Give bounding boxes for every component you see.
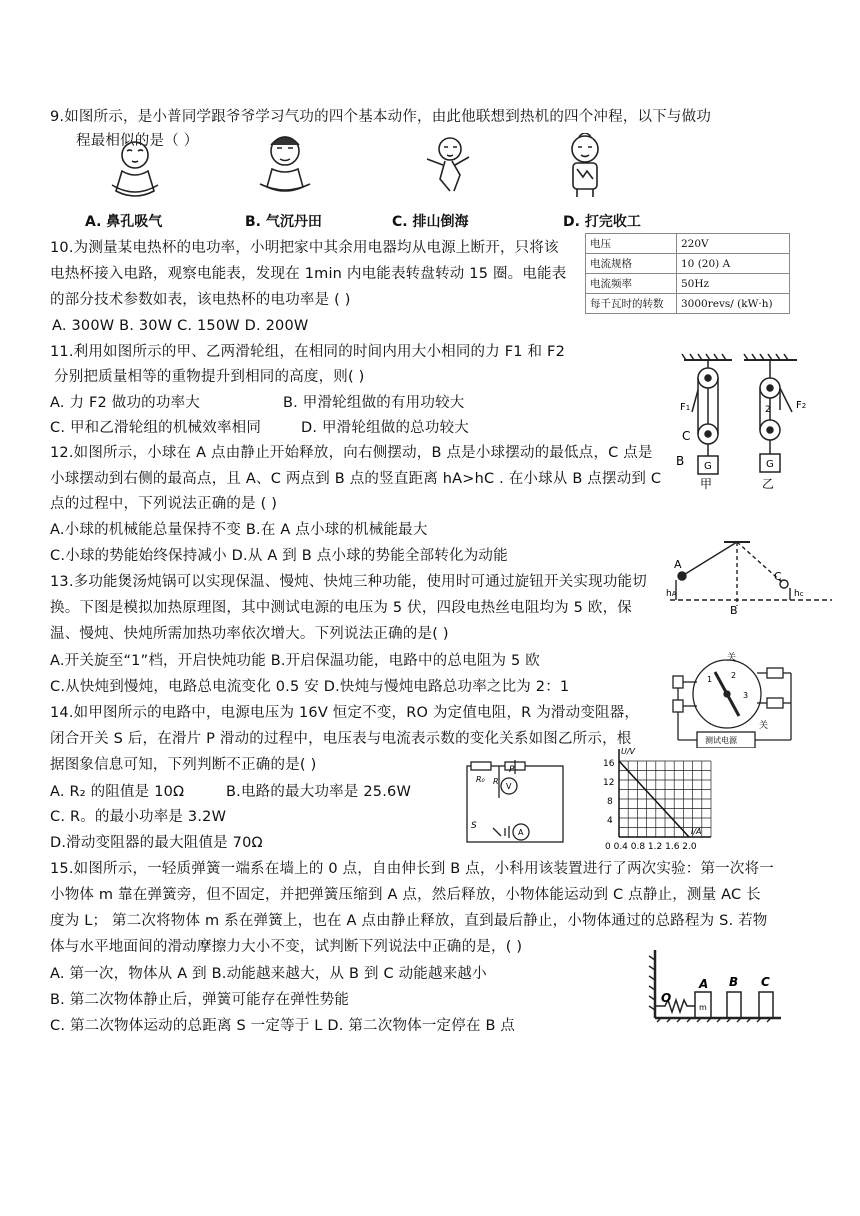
point-b-label: B <box>729 975 739 989</box>
q14-option-d: D.滑动变阻器的最大阻值是 70Ω <box>50 835 263 851</box>
q14-option-b: B.电路的最大功率是 25.6W <box>226 784 411 800</box>
block-m-label: m <box>699 1003 707 1012</box>
f2-label: F2 <box>796 400 807 411</box>
spec-key: 电流规格 <box>586 254 677 274</box>
y-tick: 8 <box>607 797 613 807</box>
q9-qigong-figures <box>100 133 660 213</box>
q13-line1: 13.多功能煲汤炖锅可以实现保温、慢炖、快炖三种功能，使用时可通过旋钮开关实现功能切 <box>50 574 647 590</box>
spec-key: 每千瓦时的转数 <box>586 294 677 314</box>
u-i-graph <box>593 745 719 857</box>
y-tick: 4 <box>607 816 613 826</box>
q11-option-d: D. 甲滑轮组做的总功较大 <box>301 420 469 436</box>
q9-option-a: A. 鼻孔吸气 <box>85 214 163 230</box>
test-source-label: 测试电源 <box>705 736 737 745</box>
switch-s-label: S <box>471 821 477 831</box>
q14-line1: 14.如甲图所示的电路中，电源电压为 16V 恒定不变，RO 为定值电阻，R 为滑动变阻器， <box>50 705 640 721</box>
q14-option-a: A. R₂ 的阻值是 10Ω <box>50 784 185 800</box>
label-jia: 甲 <box>700 477 713 490</box>
q13-line3: 温、慢炖、快炖所需加热功率依次增大。下列说法正确的是( ) <box>50 626 449 642</box>
q10-line3: 的部分技术参数如表，该电热杯的电功率是 ( ) <box>50 292 351 308</box>
q9-line1: 9.如图所示，是小普同学跟爷爷学习气功的四个基本动作，由此他联想到热机的四个冲程，以下与做功 <box>50 109 712 125</box>
hc-label: hc <box>794 589 804 599</box>
table-row <box>586 294 790 314</box>
cooker-circuit-diagram <box>667 652 800 748</box>
q12-line1: 12.如图所示，小球在 A 点由静止开始释放，向右侧摆动，B 点是小球摆动的最低点，C 点是 <box>50 445 653 461</box>
voltmeter-label: V <box>506 782 512 791</box>
pulley-diagram <box>672 350 832 490</box>
table-row <box>586 234 790 254</box>
f1-label: F1 <box>680 402 691 413</box>
table-row <box>586 274 790 294</box>
point-c-label: C <box>774 570 782 583</box>
c-label: C <box>682 429 691 443</box>
q14-circuit-diagram <box>463 760 571 850</box>
switch-label-bottom: 关 <box>759 721 769 731</box>
figure-c-icon <box>427 138 469 191</box>
q9-line2: 程最相似的是（ ） <box>76 133 199 149</box>
q15-options-cd: C. 第二次物体运动的总距离 S 一定等于 L D. 第二次物体一定停在 B 点 <box>50 1018 516 1034</box>
spec-value: 10 (20) A <box>677 254 790 274</box>
spec-value: 50Hz <box>677 274 790 294</box>
ha-label: hA <box>666 589 677 599</box>
y-tick: 12 <box>603 778 615 788</box>
x-axis-label: I/A <box>691 827 702 836</box>
q15-line2: 小物体 m 靠在弹簧旁，但不固定，并把弹簧压缩到 A 点，然后释放，小物体能运动到 C 点静止，测量 AC 长 <box>50 887 761 903</box>
g-label-jia: G <box>704 461 712 472</box>
point-a-label: A <box>699 977 709 991</box>
point-o-label: O <box>661 991 672 1005</box>
spring-block-diagram <box>647 946 787 1026</box>
b-label: B <box>676 454 685 468</box>
spec-value: 3000revs/ (kW·h) <box>677 294 790 314</box>
x-tick-labels: 0 0.4 0.8 1.2 1.6 2.0 <box>605 842 697 852</box>
q14-option-c: C. R。的最小功率是 3.2W <box>50 809 227 825</box>
spec-key: 电流频率 <box>586 274 677 294</box>
spec-value: 220V <box>677 234 790 254</box>
q12-options-cd: C.小球的势能始终保持减小 D.从 A 到 B 点小球的势能全部转化为动能 <box>50 548 508 564</box>
q13-options-cd: C.从快炖到慢炖，电路总电流变化 0.5 安 D.快炖与慢炖电路总功率之比为 2：1 <box>50 679 570 695</box>
r0-label: R₀ <box>476 775 485 784</box>
figure-d-icon <box>572 133 598 197</box>
q15-line1: 15.如图所示，一轻质弹簧一端系在墙上的 0 点，自由伸长到 B 点，小科用该装置进行了两次实验：第一次将一 <box>50 861 774 877</box>
q11-option-a: A. 力 F2 做功的功率大 <box>50 395 200 411</box>
q10-line2: 电热杯接入电路，观察电能表，发现在 1min 内电能表转盘转动 15 圈。电能表 <box>50 266 567 282</box>
position-3-label: 3 <box>743 691 749 700</box>
figure-a-icon <box>112 142 158 196</box>
q14-line3: 据图象信息可知，下列判断不正确的是( ) <box>50 757 317 773</box>
position-1-label: 1 <box>707 675 713 684</box>
point-a-label: A <box>674 558 682 571</box>
q12-line3: 点的过程中，下列说法正确的是 ( ) <box>50 496 278 512</box>
q11-option-c: C. 甲和乙滑轮组的机械效率相同 <box>50 420 262 436</box>
ammeter-label: A <box>518 828 524 837</box>
r-label: R <box>493 777 499 786</box>
pulley-number: 2 <box>765 405 771 415</box>
q9-option-b: B. 气沉丹田 <box>245 214 322 230</box>
q10-options: A. 300W B. 30W C. 150W D. 200W <box>52 318 309 334</box>
y-axis-label: U/V <box>621 747 636 756</box>
point-c-label: C <box>761 975 770 989</box>
q13-options-ab: A.开关旋至“1”档，开启快炖功能 B.开启保温功能，电路中的总电阻为 5 欧 <box>50 653 540 669</box>
figure-b-icon <box>260 137 310 191</box>
spec-key: 电压 <box>586 234 677 254</box>
q11-option-b: B. 甲滑轮组做的有用功较大 <box>283 395 465 411</box>
q9-option-c: C. 排山倒海 <box>392 214 469 230</box>
pendulum-diagram <box>662 538 842 620</box>
slider-p-label: P <box>509 765 515 775</box>
q11-line2: 分别把质量相等的重物提升到相同的高度，则( ) <box>54 369 365 385</box>
q14-line2: 闭合开关 S 后，在滑片 P 滑动的过程中，电压表与电流表示数的变化关系如图乙所示，根 <box>50 731 632 747</box>
q15-option-b: B. 第二次物体静止后，弹簧可能存在弹性势能 <box>50 992 350 1008</box>
switch-label-top: 关 <box>727 653 737 663</box>
table-row <box>586 254 790 274</box>
point-b-label: B <box>730 604 738 617</box>
position-2-label: 2 <box>731 671 737 680</box>
q13-line2: 换。下图是模拟加热原理图，其中测试电源的电压为 5 伏，四段电热丝电阻均为 5 欧，保 <box>50 600 632 616</box>
q11-line1: 11.利用如图所示的甲、乙两滑轮组，在相同的时间内用大小相同的力 F1 和 F2 <box>50 344 566 360</box>
meter-spec-table <box>585 233 790 314</box>
q12-options-ab: A.小球的机械能总量保持不变 B.在 A 点小球的机械能最大 <box>50 522 428 538</box>
y-tick: 16 <box>603 759 615 769</box>
q15-line4: 体与水平地面间的滑动摩擦力大小不变，试判断下列说法中正确的是，( ) <box>50 939 523 955</box>
q15-option-a: A. 第一次，物体从 A 到 B.动能越来越大，从 B 到 C 动能越来越小 <box>50 966 487 982</box>
q10-line1: 10.为测量某电热杯的电功率，小明把家中其余用电器均从电源上断开，只将该 <box>50 240 559 256</box>
q15-line3: 度为 L； 第二次将物体 m 系在弹簧上，也在 A 点由静止释放，直到最后静止，小物体通过的总路程为 S. 若物 <box>50 913 768 929</box>
g-label-yi: G <box>766 459 774 470</box>
label-yi: 乙 <box>762 477 775 490</box>
q12-line2: 小球摆动到右侧的最高点，且 A、C 两点到 B 点的竖直距离 hA>hC . 在小球从 B 点摆动到 C <box>50 471 662 487</box>
q9-option-d: D. 打完收工 <box>563 214 641 230</box>
